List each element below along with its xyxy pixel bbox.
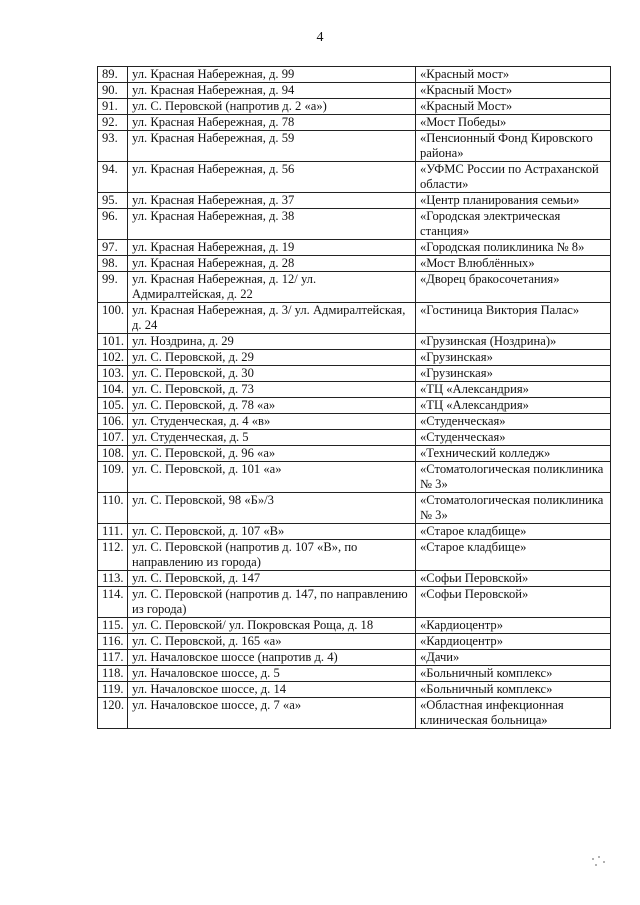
- row-number: 106.: [98, 414, 128, 430]
- row-address: ул. С. Перовской, д. 78 «а»: [128, 398, 416, 414]
- table-row: [98, 666, 611, 682]
- row-stop-name: «Гостиница Виктория Палас»: [416, 303, 611, 334]
- table-row: [98, 618, 611, 634]
- row-stop-name: «Мост Победы»: [416, 115, 611, 131]
- table-body: [98, 67, 611, 729]
- row-stop-name: «Стоматологическая поликлиника № 3»: [416, 493, 611, 524]
- table-row: [98, 67, 611, 83]
- row-stop-name: «Старое кладбище»: [416, 540, 611, 571]
- row-number: 111.: [98, 524, 128, 540]
- row-stop-name: «Студенческая»: [416, 430, 611, 446]
- row-number: 95.: [98, 193, 128, 209]
- row-address: ул. С. Перовской, д. 96 «а»: [128, 446, 416, 462]
- row-address: ул. Ноздрина, д. 29: [128, 334, 416, 350]
- row-address: ул. Красная Набережная, д. 56: [128, 162, 416, 193]
- table-row: [98, 414, 611, 430]
- row-address: ул. С. Перовской, д. 29: [128, 350, 416, 366]
- row-number: 89.: [98, 67, 128, 83]
- row-stop-name: «Дачи»: [416, 650, 611, 666]
- page-number: 4: [316, 30, 324, 45]
- row-number: 108.: [98, 446, 128, 462]
- row-stop-name: «Городская поликлиника № 8»: [416, 240, 611, 256]
- row-address: ул. С. Перовской, д. 101 «а»: [128, 462, 416, 493]
- table-row: [98, 99, 611, 115]
- table-row: [98, 587, 611, 618]
- row-number: 94.: [98, 162, 128, 193]
- table-row: [98, 571, 611, 587]
- row-address: ул. Студенческая, д. 5: [128, 430, 416, 446]
- row-address: ул. Красная Набережная, д. 37: [128, 193, 416, 209]
- row-stop-name: «Грузинская (Ноздрина)»: [416, 334, 611, 350]
- row-address: ул. С. Перовской (напротив д. 107 «В», по направлению из города): [128, 540, 416, 571]
- table-row: [98, 131, 611, 162]
- row-stop-name: «Больничный комплекс»: [416, 682, 611, 698]
- row-number: 114.: [98, 587, 128, 618]
- table-row: [98, 193, 611, 209]
- table-row: [98, 430, 611, 446]
- row-stop-name: «Областная инфекционная клиническая больница»: [416, 698, 611, 729]
- row-address: ул. Красная Набережная, д. 94: [128, 83, 416, 99]
- table-row: [98, 83, 611, 99]
- row-stop-name: «Софьи Перовской»: [416, 571, 611, 587]
- row-number: 116.: [98, 634, 128, 650]
- row-stop-name: «Старое кладбище»: [416, 524, 611, 540]
- row-number: 103.: [98, 366, 128, 382]
- row-number: 115.: [98, 618, 128, 634]
- row-stop-name: «Кардиоцентр»: [416, 618, 611, 634]
- row-address: ул. Началовское шоссе, д. 5: [128, 666, 416, 682]
- row-number: 98.: [98, 256, 128, 272]
- row-address: ул. Студенческая, д. 4 «в»: [128, 414, 416, 430]
- table-row: [98, 256, 611, 272]
- row-number: 93.: [98, 131, 128, 162]
- row-number: 112.: [98, 540, 128, 571]
- row-stop-name: «Технический колледж»: [416, 446, 611, 462]
- row-number: 97.: [98, 240, 128, 256]
- row-stop-name: «Стоматологическая поликлиника № 3»: [416, 462, 611, 493]
- row-stop-name: «Кардиоцентр»: [416, 634, 611, 650]
- row-stop-name: «Красный Мост»: [416, 83, 611, 99]
- row-number: 119.: [98, 682, 128, 698]
- row-address: ул. Красная Набережная, д. 12/ ул. Адмиралтейская, д. 22: [128, 272, 416, 303]
- table-row: [98, 493, 611, 524]
- row-number: 90.: [98, 83, 128, 99]
- table-row: [98, 240, 611, 256]
- table-row: [98, 209, 611, 240]
- row-address: ул. С. Перовской/ ул. Покровская Роща, д. 18: [128, 618, 416, 634]
- row-address: ул. Красная Набережная, д. 99: [128, 67, 416, 83]
- row-number: 104.: [98, 382, 128, 398]
- row-stop-name: «Красный Мост»: [416, 99, 611, 115]
- row-address: ул. Началовское шоссе (напротив д. 4): [128, 650, 416, 666]
- row-address: ул. Красная Набережная, д. 78: [128, 115, 416, 131]
- row-stop-name: «Больничный комплекс»: [416, 666, 611, 682]
- row-number: 113.: [98, 571, 128, 587]
- row-number: 102.: [98, 350, 128, 366]
- table-row: [98, 162, 611, 193]
- row-address: ул. С. Перовской (напротив д. 147, по направлению из города): [128, 587, 416, 618]
- row-address: ул. С. Перовской, д. 147: [128, 571, 416, 587]
- row-number: 117.: [98, 650, 128, 666]
- row-address: ул. Красная Набережная, д. 3/ ул. Адмиралтейская, д. 24: [128, 303, 416, 334]
- row-address: ул. С. Перовской, д. 165 «а»: [128, 634, 416, 650]
- row-address: ул. С. Перовской, д. 73: [128, 382, 416, 398]
- row-stop-name: «Пенсионный Фонд Кировского района»: [416, 131, 611, 162]
- row-stop-name: «УФМС России по Астраханской области»: [416, 162, 611, 193]
- row-stop-name: «Мост Влюблённых»: [416, 256, 611, 272]
- row-address: ул. Красная Набережная, д. 28: [128, 256, 416, 272]
- table-row: [98, 650, 611, 666]
- bus-stops-table: [97, 66, 611, 729]
- table-row: [98, 115, 611, 131]
- row-number: 120.: [98, 698, 128, 729]
- row-address: ул. С. Перовской, д. 107 «В»: [128, 524, 416, 540]
- table-row: [98, 682, 611, 698]
- row-stop-name: «Красный мост»: [416, 67, 611, 83]
- row-number: 92.: [98, 115, 128, 131]
- row-stop-name: «Грузинская»: [416, 350, 611, 366]
- row-stop-name: «Софьи Перовской»: [416, 587, 611, 618]
- table-row: [98, 334, 611, 350]
- row-stop-name: «Центр планирования семьи»: [416, 193, 611, 209]
- row-address: ул. С. Перовской (напротив д. 2 «а»): [128, 99, 416, 115]
- row-number: 118.: [98, 666, 128, 682]
- row-number: 105.: [98, 398, 128, 414]
- table-row: [98, 524, 611, 540]
- row-stop-name: «Дворец бракосочетания»: [416, 272, 611, 303]
- row-number: 101.: [98, 334, 128, 350]
- row-number: 96.: [98, 209, 128, 240]
- table-row: [98, 446, 611, 462]
- table-row: [98, 398, 611, 414]
- table-row: [98, 462, 611, 493]
- row-address: ул. Началовское шоссе, д. 7 «а»: [128, 698, 416, 729]
- row-number: 110.: [98, 493, 128, 524]
- table-row: [98, 350, 611, 366]
- row-address: ул. С. Перовской, 98 «Б»/3: [128, 493, 416, 524]
- table-row: [98, 540, 611, 571]
- row-stop-name: «ТЦ «Александрия»: [416, 382, 611, 398]
- row-stop-name: «Городская электрическая станция»: [416, 209, 611, 240]
- row-address: ул. С. Перовской, д. 30: [128, 366, 416, 382]
- row-stop-name: «Грузинская»: [416, 366, 611, 382]
- row-stop-name: «Студенческая»: [416, 414, 611, 430]
- row-number: 91.: [98, 99, 128, 115]
- table-row: [98, 634, 611, 650]
- table-row: [98, 382, 611, 398]
- row-number: 100.: [98, 303, 128, 334]
- row-number: 107.: [98, 430, 128, 446]
- row-address: ул. Красная Набережная, д. 19: [128, 240, 416, 256]
- table-row: [98, 698, 611, 729]
- scan-artifact: [590, 855, 610, 867]
- row-address: ул. Красная Набережная, д. 59: [128, 131, 416, 162]
- table-row: [98, 303, 611, 334]
- row-address: ул. Красная Набережная, д. 38: [128, 209, 416, 240]
- row-address: ул. Началовское шоссе, д. 14: [128, 682, 416, 698]
- table-row: [98, 366, 611, 382]
- table-row: [98, 272, 611, 303]
- row-number: 109.: [98, 462, 128, 493]
- row-number: 99.: [98, 272, 128, 303]
- row-stop-name: «ТЦ «Александрия»: [416, 398, 611, 414]
